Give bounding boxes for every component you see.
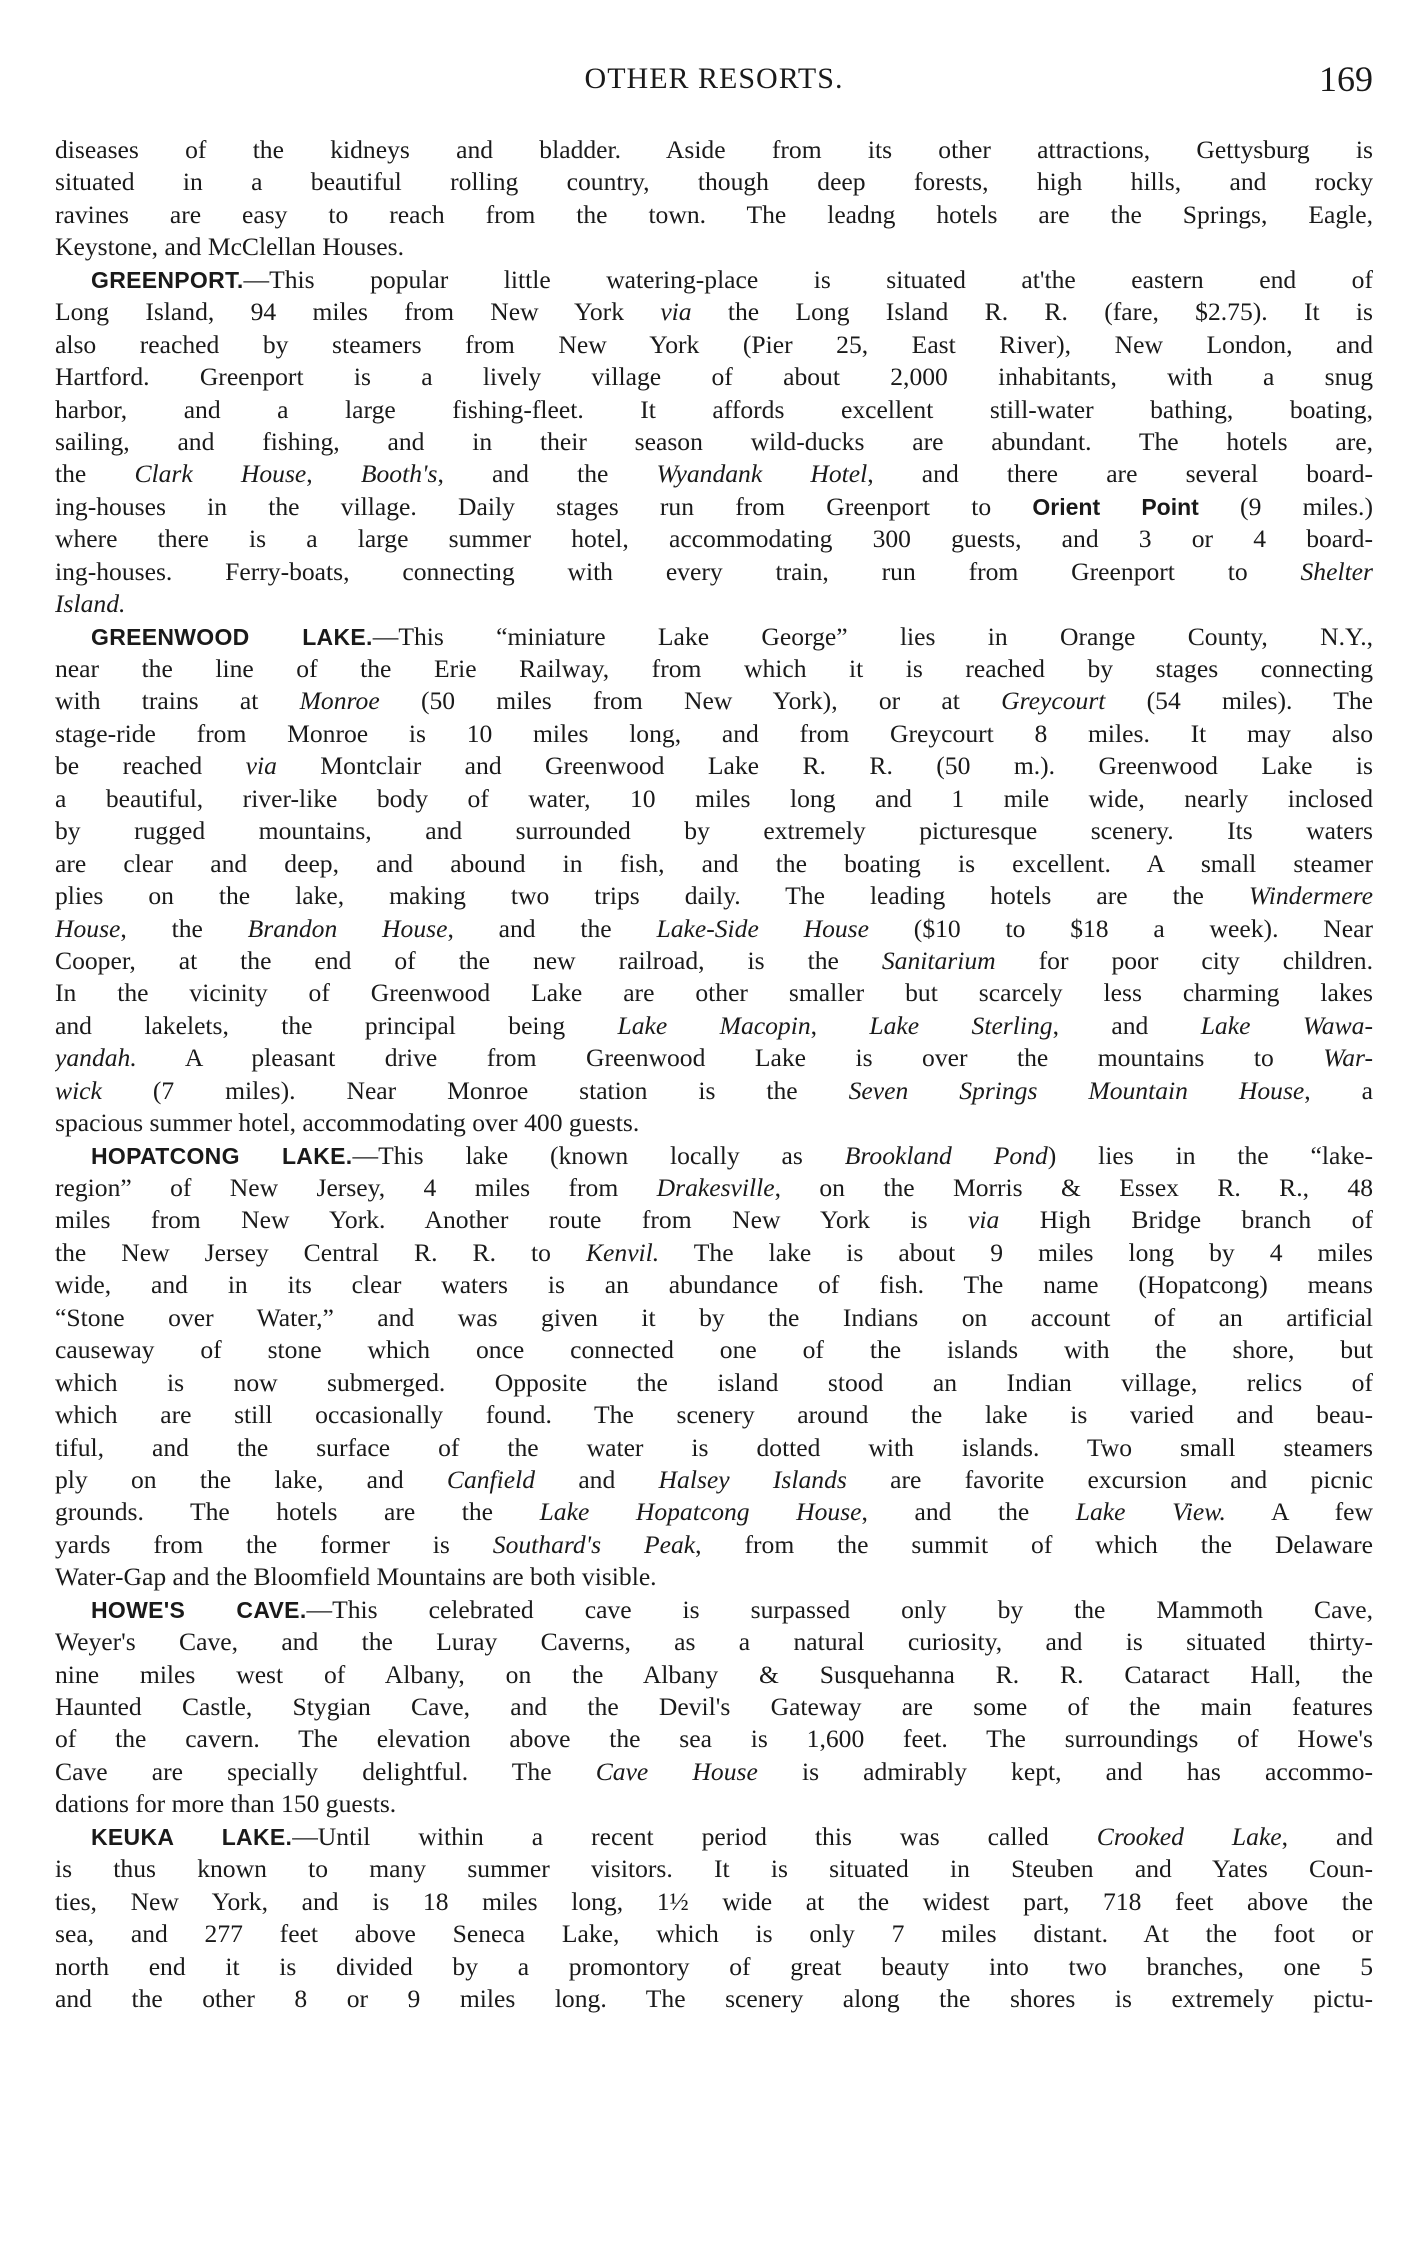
text-run: The lake is about 9 miles long by 4 miles [659,1237,1373,1267]
text-line [55,296,1373,328]
text-line: of the cavern. The elevation above the sea is 1,600 feet. The surroundings of Howe's [55,1724,1373,1754]
text-line: nine miles west of Albany, on the Albany & Susquehanna R. R. Cataract Hall, the [55,1659,1373,1689]
text-run: , the [120,913,248,943]
italic-name: Lake Sterling [869,1010,1053,1040]
italic-name: Lake-Side House [656,913,869,943]
text-run: , and there are several board- [867,459,1373,489]
text-run: Montclair and Greenwood Lake R. R. (50 m.). Greenwood Lake is [276,751,1373,781]
text-line [55,621,1373,653]
running-title: OTHER RESORTS. [584,62,844,95]
text-run: is admirably kept, and has accommo- [757,1756,1373,1786]
section-heading: GREENWOOD LAKE. [91,623,373,650]
italic-name: Windermere [1248,881,1373,911]
text-line: ties, New York, and is 18 miles long, 1½ wide at the widest part, 718 feet above the [55,1886,1373,1916]
italic-name: Lake View. [1075,1497,1226,1527]
section-heading: HOPATCONG LAKE. [91,1142,353,1169]
text-line [55,685,1373,717]
text-run: , [306,459,361,489]
text-line: a beautiful, river-like body of water, 10 miles long and 1 mile wide, nearly inclosed [55,783,1373,813]
text-line [55,1172,1373,1204]
page-number: 169 [1319,59,1373,99]
text-line [55,264,1373,296]
text-run: and [535,1464,659,1494]
text-run: Cave are specially delightful. The [55,1756,596,1786]
text-run: grounds. The hotels are the [55,1497,540,1527]
text-run: with trains at [55,686,300,716]
text-line: Weyer's Cave, and the Luray Caverns, as a natural curiosity, and is situated thirty- [55,1627,1373,1657]
text-line: spacious summer hotel, accommodating over 400 guests. [55,1108,640,1138]
italic-name: Island. [55,589,126,619]
text-line: Keystone, and McClellan Houses. [55,232,405,262]
text-line: tiful, and the surface of the water is dotted with islands. Two small steamers [55,1432,1373,1462]
text-line [55,458,1373,490]
text-line [55,1010,1373,1042]
section-heading: GREENPORT. [91,266,244,293]
text-run: Long Island, 94 miles from New York [55,297,661,327]
text-line: ravines are easy to reach from the town. The leadng hotels are the Springs, Eagle, [55,199,1373,229]
italic-name: via [660,297,692,327]
text-run: and lakelets, the principal being [55,1010,618,1040]
italic-name: Southard's Peak [492,1529,696,1559]
text-run: (54 miles). The [1105,686,1373,716]
italic-name: Monroe [299,686,380,716]
text-run: (9 miles.) [1198,491,1373,521]
italic-name: via [245,751,277,781]
text-run: High Bridge branch of [999,1205,1373,1235]
italic-name: Canfield [446,1464,536,1494]
italic-name: Drakesville [656,1173,775,1202]
italic-name: House [55,913,121,943]
running-head [55,58,1373,102]
italic-name: Brookland Pond [844,1140,1048,1170]
italic-name: Cave House [595,1756,758,1786]
text-line [55,1464,1373,1496]
text-run: ) lies in the “lake- [1047,1140,1373,1170]
text-run: , from the summit of which the Delaware [695,1529,1373,1559]
text-line: where there is a large summer hotel, accommodating 300 guests, and 3 or 4 board- [55,524,1373,554]
text-line: In the vicinity of Greenwood Lake are other smaller but scarcely less charming lakes [55,978,1373,1008]
text-run: A few [1225,1497,1373,1527]
text-line: is thus known to many summer visitors. It is situated in Steuben and Yates Coun- [55,1854,1373,1884]
italic-name: Shelter [1300,556,1373,586]
text-run: yards from the former is [55,1529,493,1559]
text-line: sailing, and fishing, and in their season wild-ducks are abundant. The hotels are, [55,426,1373,456]
text-line: dations for more than 150 guests. [55,1789,397,1819]
text-run: , a [1304,1075,1373,1105]
italic-name: War- [1323,1043,1373,1073]
text-run: , on the Morris & Essex R. R., 48 [774,1173,1373,1202]
text-run: , and the [447,913,657,943]
text-line [55,945,1373,977]
text-line: wide, and in its clear waters is an abundance of fish. The name (Hopatcong) means [55,1270,1373,1300]
text-run: , and the [437,459,657,489]
text-line: also reached by steamers from New York (Pier 25, East River), New London, and [55,329,1373,359]
text-line [55,1204,1373,1236]
italic-name: Seven Springs Mountain House [848,1075,1305,1105]
body-text [55,134,1373,2015]
bold-place-name: Orient Point [1032,493,1199,520]
text-line: causeway of stone which once connected one of the islands with the shore, but [55,1335,1373,1365]
text-run: , [810,1010,870,1040]
italic-name: Sanitarium [881,945,996,975]
italic-name: yandah. [55,1043,137,1073]
text-run: —This lake (known locally as [352,1140,845,1170]
text-run: miles from New York. Another route from New York is [55,1205,969,1235]
italic-name: Crooked Lake [1096,1821,1282,1851]
text-line: Haunted Castle, Stygian Cave, and the Devil's Gateway are some of the main features [55,1692,1373,1721]
italic-name: Wyandank Hotel [656,459,868,489]
text-run: are favorite excursion and picnic [846,1464,1373,1494]
text-line [55,491,1373,523]
text-line [55,1594,1373,1626]
text-line: “Stone over Water,” and was given it by the Indians on account of an artificial [55,1302,1373,1332]
section-heading: KEUKA LAKE. [91,1823,293,1850]
text-line: sea, and 277 feet above Seneca Lake, which is only 7 miles distant. At the foot or [55,1919,1373,1949]
italic-name: Greycourt [1001,686,1106,716]
italic-name: Brandon House [247,913,448,943]
text-line [55,1075,1373,1107]
text-line: are clear and deep, and abound in fish, and the boating is excellent. A small steamer [55,848,1373,878]
italic-name: Clark House [134,459,307,489]
text-line: diseases of the kidneys and bladder. Aside from its other attractions, Gettysburg is [55,135,1373,164]
text-line: stage-ride from Monroe is 10 miles long, and from Greycourt 8 miles. It may also [55,718,1373,748]
text-line: which is now submerged. Opposite the island stood an Indian village, relics of [55,1367,1373,1397]
text-line [55,1237,1373,1269]
text-run: A pleasant drive from Greenwood Lake is over the mountains to [136,1043,1324,1073]
italic-name: Lake Macopin [617,1010,811,1040]
text-line [55,556,1373,588]
text-run: —This celebrated cave is surpassed only by the Mammoth Cave, [306,1594,1373,1624]
italic-name: via [968,1205,1000,1235]
text-line: and the other 8 or 9 miles long. The scenery along the shores is extremely pictu- [55,1983,1373,2013]
italic-name: Lake Hopatcong House [539,1497,862,1527]
text-line [55,1821,1373,1853]
text-run: —This popular little watering-place is situated at'the eastern end of [243,264,1373,294]
text-line: north end it is divided by a promontory of great beauty into two branches, one 5 [55,1951,1373,1981]
text-line [55,1496,1373,1528]
text-line [55,588,1373,620]
text-run: be reached [55,751,246,781]
text-run: —This “miniature Lake George” lies in Orange County, N.Y., [372,621,1373,651]
text-run: plies on the lake, making two trips daily. The leading hotels are the [55,881,1249,911]
italic-name: Booth's [360,459,438,489]
text-run: ing-houses. Ferry-boats, connecting with every train, run from Greenport to [55,556,1301,586]
text-line [55,880,1373,912]
text-run: for poor city children. [995,945,1373,975]
text-run: , and [1281,1821,1373,1851]
section-heading: HOWE'S CAVE. [91,1596,307,1623]
text-run: the Long Island R. R. (fare, $2.75). It is [691,297,1373,327]
text-line [55,1042,1373,1074]
italic-name: wick [55,1075,102,1105]
text-line: situated in a beautiful rolling country, though deep forests, high hills, and rocky [55,167,1373,197]
text-run: region” of New Jersey, 4 miles from [55,1173,657,1202]
text-run: the New Jersey Central R. R. to [55,1237,586,1267]
italic-name: Halsey Islands [658,1464,847,1494]
text-run: the [55,459,135,489]
text-run: ing-houses in the village. Daily stages run from Greenport to [55,491,1033,521]
text-run: —Until within a recent period this was called [292,1821,1097,1851]
text-line: near the line of the Erie Railway, from which it is reached by stages connecting [55,654,1373,683]
text-run: ($10 to $18 a week). Near [869,913,1373,943]
text-line [55,1529,1373,1561]
text-line: Hartford. Greenport is a lively village of about 2,000 inhabitants, with a snug [55,362,1373,392]
italic-name: Lake Wawa- [1200,1010,1373,1040]
italic-name: Kenvil. [585,1237,660,1267]
text-run: ply on the lake, and [55,1464,447,1494]
text-run: (50 miles from New York), or at [379,686,1002,716]
text-line: Water-Gap and the Bloomfield Mountains are both visible. [55,1562,657,1592]
text-run: Cooper, at the end of the new railroad, is the [55,945,882,975]
text-line [55,913,1373,945]
text-line: which are still occasionally found. The scenery around the lake is varied and beau- [55,1400,1373,1430]
text-run: (7 miles). Near Monroe station is the [101,1075,849,1105]
text-line: harbor, and a large fishing-fleet. It affords excellent still-water bathing, boating, [55,394,1373,424]
text-run: , and the [861,1497,1076,1527]
text-line: by rugged mountains, and surrounded by extremely picturesque scenery. Its waters [55,816,1373,846]
text-line [55,1756,1373,1788]
text-line [55,1140,1373,1172]
text-run: , and [1052,1010,1201,1040]
text-line [55,750,1373,782]
